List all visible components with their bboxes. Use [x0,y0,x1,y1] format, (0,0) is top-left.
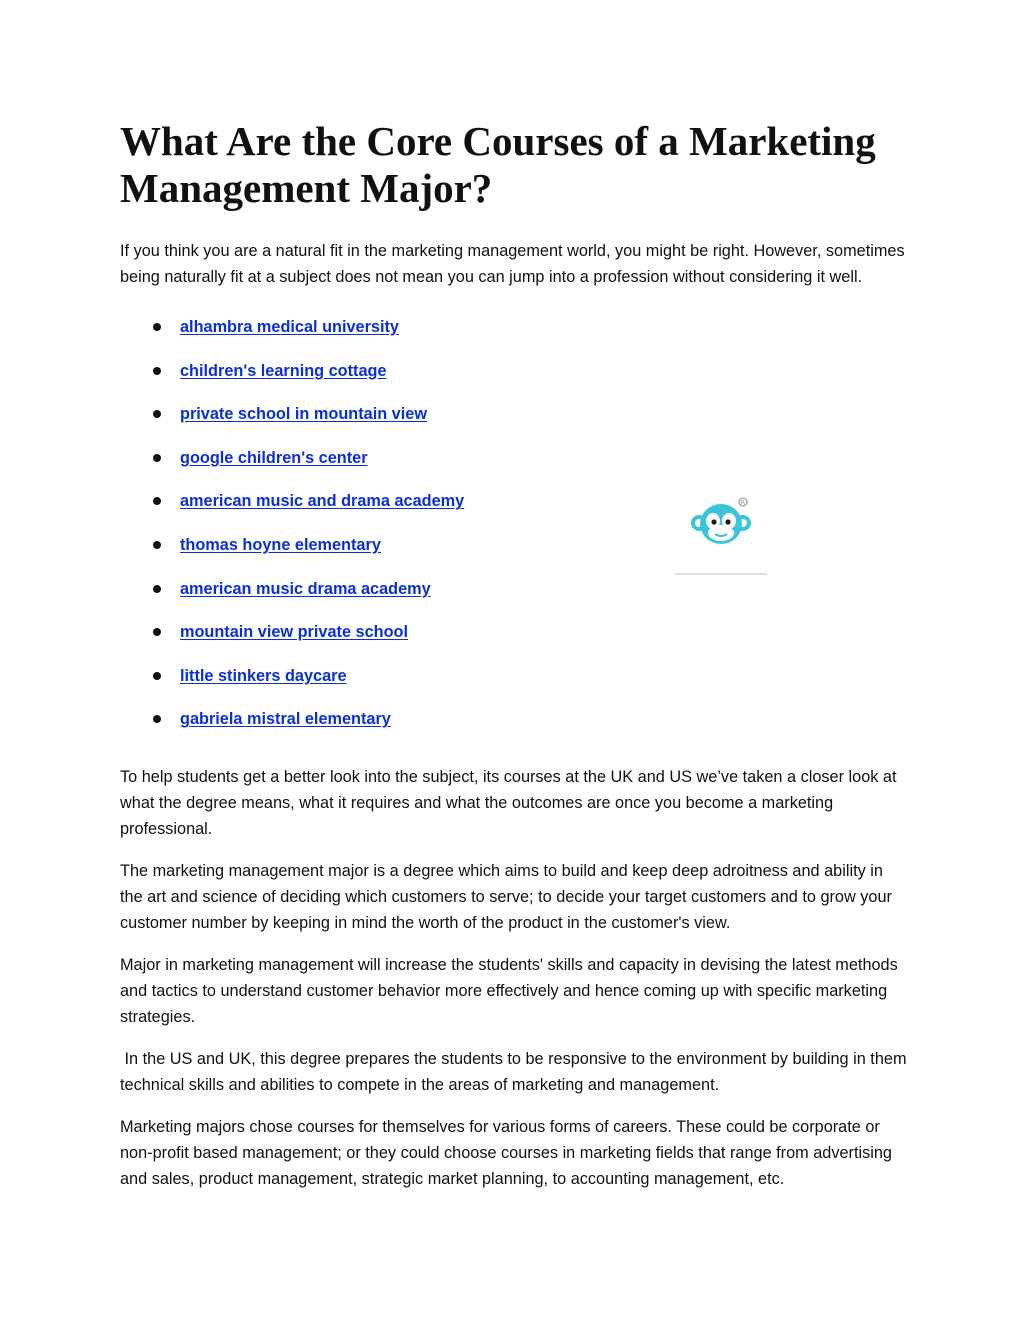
link-gabriela-mistral-elementary[interactable]: gabriela mistral elementary [180,710,391,729]
link-american-music-and-drama-academy[interactable]: american music and drama academy [180,492,465,511]
list-item [120,447,910,491]
link-childrens-learning-cottage[interactable]: children's learning cottage [180,361,387,380]
link-alhambra-medical-university[interactable]: alhambra medical university [180,318,399,336]
body-paragraph: Major in marketing management will increase the students' skills and capacity in devising the latest methods and tactics to understand customer behavior more effectively and hence coming up with specific marketing strategies. [120,955,898,1026]
list-item [120,403,910,447]
page-title: What Are the Core Courses of a Marketing Management Major? [120,118,876,211]
svg-text:R: R [740,499,746,507]
bullet-icon [153,323,161,331]
link-private-school-mountain-view[interactable]: private school in mountain view [180,405,427,424]
logo-divider [675,573,767,575]
body-paragraph: The marketing management major is a degree which aims to build and keep deep adroitness and ability in the art and science of deciding which customers to serve; to decide your target customers and to grow your customer number by keeping in mind the worth of the product in the customer's view. [120,861,892,932]
bullet-icon [153,454,161,462]
body-paragraph: To help students get a better look into the subject, its courses at the UK and US we’ve taken a closer look at what the degree means, what it requires and what the outcomes are once you become a marketing professional. [120,767,897,838]
bullet-icon [153,410,161,418]
monkey-face-icon [688,490,754,556]
list-item [120,665,910,709]
article [120,118,910,1208]
link-american-music-drama-academy[interactable]: american music drama academy [180,579,431,598]
bullet-icon [153,585,161,593]
list-item [120,621,910,665]
bullet-icon [153,715,161,723]
bullet-icon [153,367,161,375]
bullet-icon [153,672,161,680]
intro-paragraph: If you think you are a natural fit in the marketing management world, you might be right. However, sometimes being naturally fit at a subject does not mean you can jump into a profession without considering it well. [120,242,905,286]
link-google-childrens-center[interactable]: google children's center [180,448,368,467]
body-paragraph: In the US and UK, this degree prepares the students to be responsive to the environment by building in them technical skills and abilities to compete in the areas of marketing and management. [120,1049,912,1094]
link-mountain-view-private-school[interactable]: mountain view private school [180,623,408,642]
link-little-stinkers-daycare[interactable]: little stinkers daycare [180,666,347,685]
bullet-icon [153,628,161,636]
body-paragraph: Marketing majors chose courses for themselves for various forms of careers. These could be corporate or non-profit based management; or they could choose courses in marketing fields that range from advertising and sales, product management, strategic market planning, to accounting management, etc. [120,1117,892,1188]
list-item [120,490,910,534]
list-item [120,708,910,752]
bullet-icon [153,497,161,505]
list-item [120,316,910,360]
link-list [120,316,910,752]
list-item [120,534,910,578]
list-item [120,578,910,622]
bullet-icon [153,541,161,549]
list-item [120,360,910,404]
link-thomas-hoyne-elementary[interactable]: thomas hoyne elementary [180,535,381,554]
